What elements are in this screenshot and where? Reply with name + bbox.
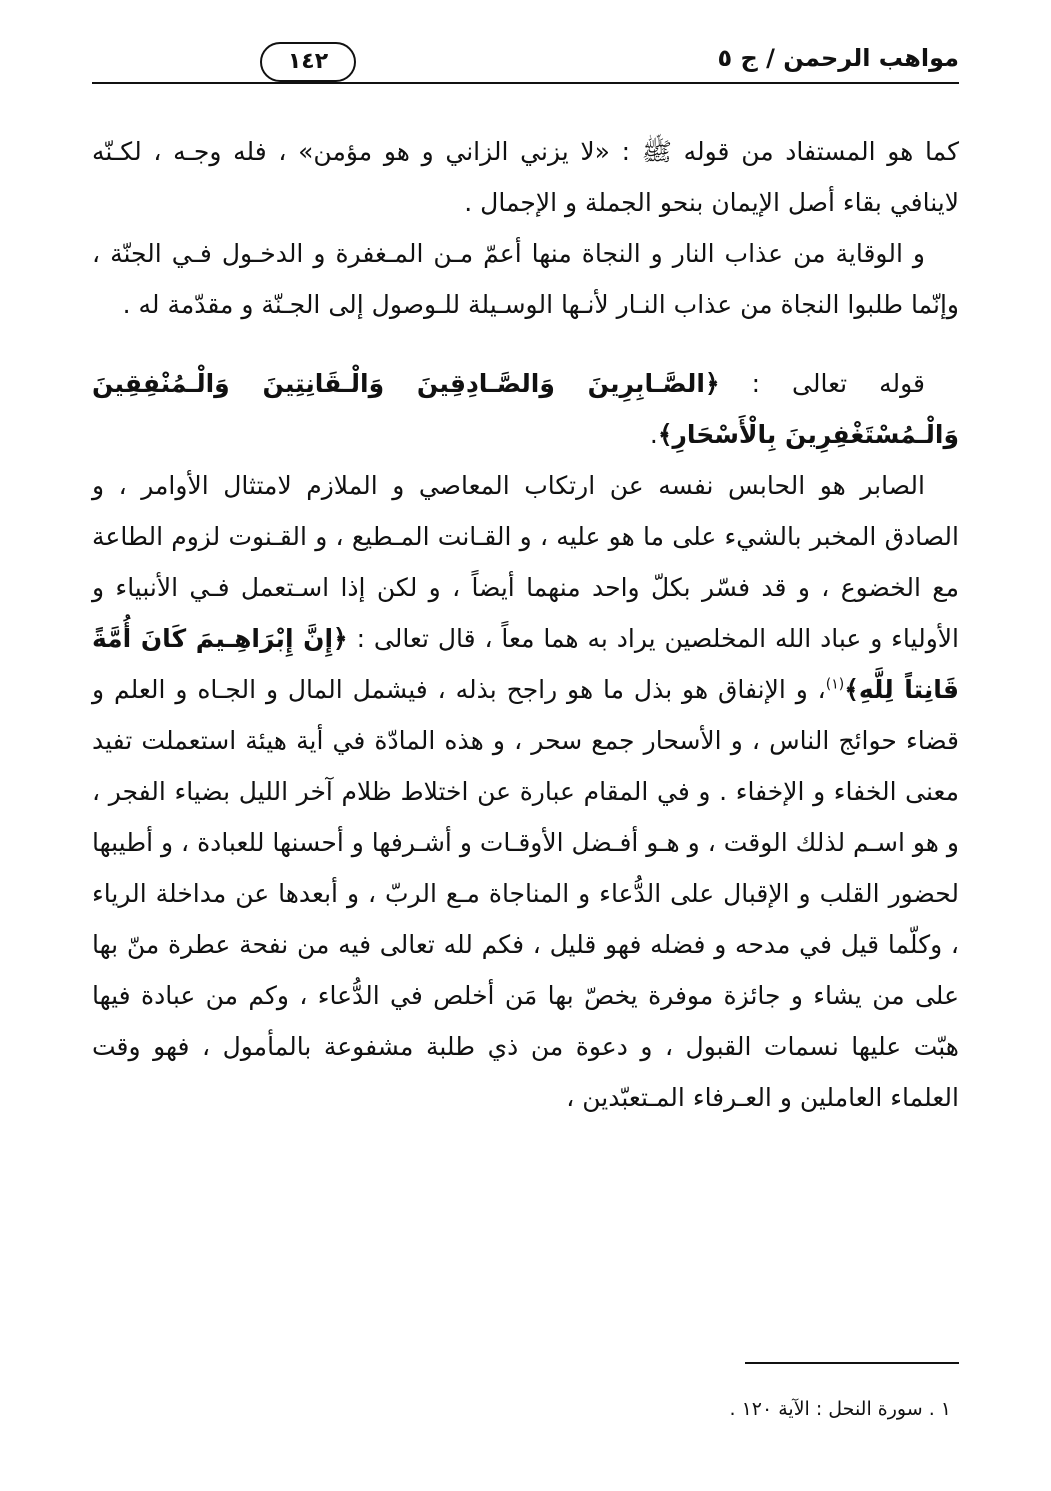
quran-verse-ibrahim: ﴿إِنَّ إِبْرَاهِـيمَ كَانَ أُمَّةً قَانِتاً لِلَّهِ﴾ <box>92 624 959 704</box>
body-text <box>92 126 959 1123</box>
verse-end: . <box>649 420 658 449</box>
footnote: ١ . سورة النحل : الآية ١٢٠ . <box>729 1398 951 1420</box>
quran-verse: ﴿الصَّـابِرِينَ وَالصَّـادِقِينَ وَالْـقَانِتِينَ وَالْـمُنْفِقِينَ وَالْـمُسْتَغْفِرِينَ بِالْأَسْحَارِ﴾ <box>92 369 959 449</box>
header-rule <box>92 82 959 84</box>
paragraph-commentary <box>92 460 959 1123</box>
verse-intro: قوله تعالى : <box>719 369 925 398</box>
footnote-ref[interactable]: (١) <box>825 676 845 693</box>
page-number: ١٤٢ <box>260 42 356 82</box>
paragraph-2: و الوقاية من عذاب النار و النجاة منها أعمّ مـن المـغفرة و الدخـول فـي الجنّة ، وإنّما طلبوا النجاة من عذاب النـار لأنـها الوسـيلة للـوصول إلى الجـنّة و مقدّمة له . <box>92 239 959 319</box>
commentary-part-2: ، و الإنفاق هو بذل ما هو راجح بذله ، فيشمل المال و الجـاه و العلم و قضاء حوائج الناس ، و الأسحار جمع سحر ، و هذه المادّة في أية هيئة استعملت تفيد معنى الخفاء و الإخفاء . و في المقام عبارة عن اختلاط ظلام آخر الليل بضياء الفجر ، و هو اسـم لذلك الوقت ، و هـو أفـضل الأوقـات و أشـرفها و أحسنها للعبادة ، و أطيبها لحضور القلب و الإقبال على الدُّعاء و المناجاة مـع الربّ ، و أبعدها عن مداخلة الرياء ، وكلّما قيل في مدحه و فضله فهو قليل ، فكم لله تعالى فيه من نفحة عطرة منّ بها على من يشاء و جائزة موفرة يخصّ بها مَن أخلص في الدُّعاء ، وكم من عبادة فيها هبّت عليها نسمات القبول ، و دعوة من ذي طلبة مشفوعة بالمأمول ، فهو وقت العلماء العاملين و العـرفاء المـتعبّدين ، <box>92 675 959 1112</box>
verse-heading <box>92 358 959 460</box>
running-title: مواهب الرحمن / ج ٥ <box>717 44 959 72</box>
page-header <box>92 38 959 86</box>
paragraph-1: كما هو المستفاد من قوله ﷺ : «لا يزني الزاني و هو مؤمن» ، فله وجـه ، لكـنّه لاينافي بقاء أصل الإيمان بنحو الجملة و الإجمال . <box>92 137 959 217</box>
commentary-part-1: الصابر هو الحابس نفسه عن ارتكاب المعاصي و الملازم لامتثال الأوامر ، و الصادق المخبر بالشيء على ما هو عليه ، و القـانت المـطيع ، و القـنوت لزوم الطاعة مع الخضوع ، و قد فسّر بكلّ واحد منهما أيضاً ، و لكن إذا اسـتعمل فـي الأنبياء و الأولياء و عباد الله المخلصين يراد به هما معاً ، قال تعالى : <box>92 471 959 653</box>
footnote-rule <box>745 1362 959 1364</box>
